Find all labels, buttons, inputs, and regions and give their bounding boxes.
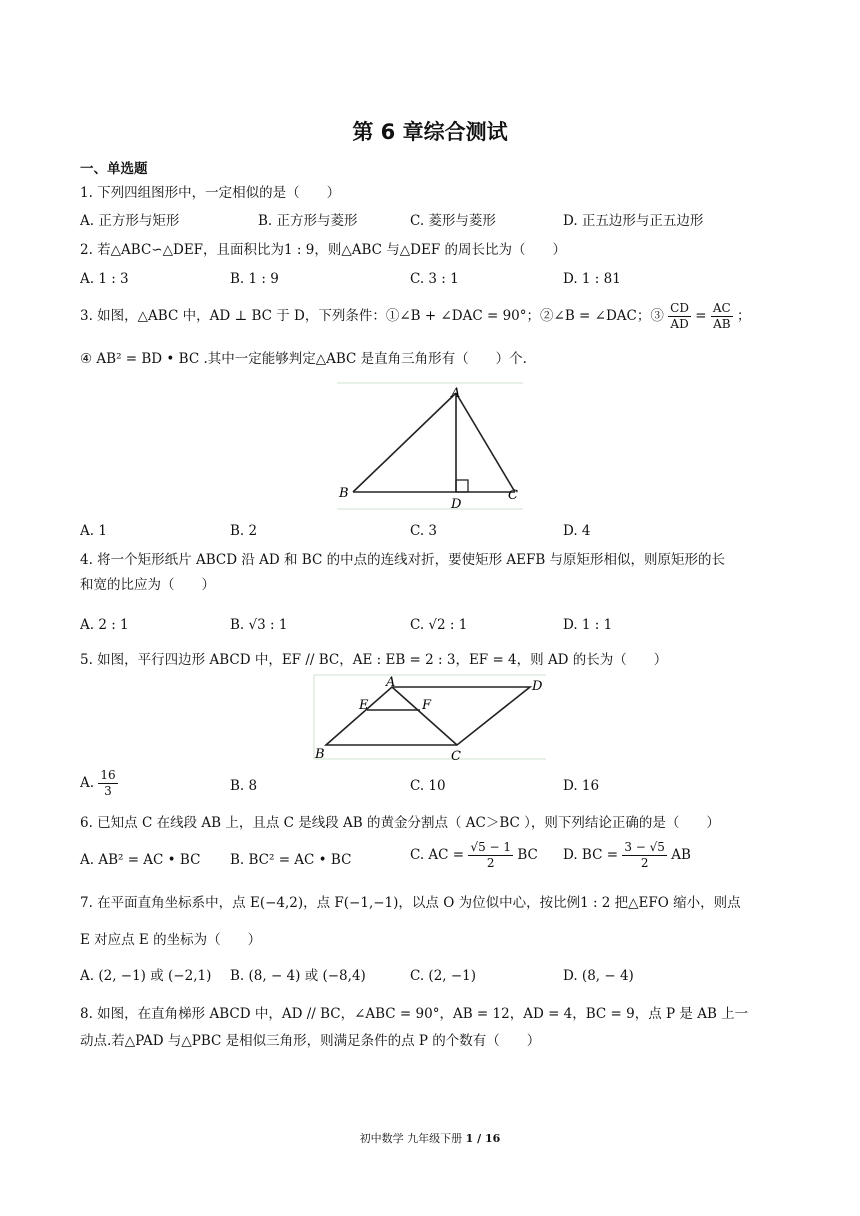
q3-option-c: C. 3 (410, 523, 438, 539)
q5-figure-parallelogram (312, 673, 548, 763)
question-1: 1. 下列四组图形中，一定相似的是（ ） (80, 185, 341, 201)
q2-option-b: B. 1 : 9 (230, 271, 279, 287)
q7-option-b: B. (8, − 4) 或 (−8,4) (230, 968, 366, 984)
q1-option-d: D. 正五边形与正五边形 (563, 213, 704, 229)
label-c: C (451, 749, 461, 763)
label-b: B (315, 747, 325, 762)
question-2: 2. 若△ABC∽△DEF，且面积比为1 : 9，则△ABC 与△DEF 的周长比为（ ） (80, 242, 566, 258)
question-6: 6. 已知点 C 在线段 AB 上，且点 C 是线段 AB 的黄金分割点（ AC＞BC ），则下列结论正确的是（ ） (80, 815, 720, 831)
q1-option-c: C. 菱形与菱形 (410, 213, 496, 229)
q3-fraction-cd-ad: $\frac{CD}{AD}$ (670, 301, 689, 331)
q1-option-b: B. 正方形与菱形 (258, 213, 358, 229)
q4-option-b: B. √3 : 1 (230, 617, 288, 633)
question-8-line-1: 8. 如图，在直角梯形 ABCD 中，AD // BC，∠ABC = 90°，AB = 12，AD = 4，BC = 9，点 P 是 AB 上一 (80, 1006, 749, 1022)
question-5: 5. 如图，平行四边形 ABCD 中，EF // BC，AE : EB = 2 : 3，EF = 4，则 AD 的长为（ ） (80, 652, 668, 668)
page-title: 第 6 章综合测试 (352, 120, 508, 144)
footer-text: 初中数学 九年级下册 (359, 1132, 463, 1145)
q5-option-c: C. 10 (410, 778, 446, 794)
q6-option-b: B. BC² = AC • BC (230, 852, 352, 868)
section-heading: 一、单选题 (80, 161, 148, 177)
q2-option-c: C. 3 : 1 (410, 271, 459, 287)
q6-option-c: C. AC = $\frac{√5 - 1}{2}$ BC (410, 840, 538, 870)
q2-option-a: A. 1 : 3 (80, 271, 129, 287)
q5-option-a: A. $\frac{16}{3}$ (80, 768, 116, 798)
question-4-line-1: 4. 将一个矩形纸片 ABCD 沿 AD 和 BC 的中点的连线对折，要使矩形 AEFB 与原矩形相似，则原矩形的长 (80, 552, 726, 568)
q1-option-a: A. 正方形与矩形 (80, 213, 180, 229)
q3-equals: = (695, 308, 707, 324)
q7-option-d: D. (8, − 4) (563, 968, 634, 984)
q5-option-d: D. 16 (563, 778, 600, 794)
label-d: D (532, 679, 543, 694)
question-7-line-1: 7. 在平面直角坐标系中，点 E(−4,2)，点 F(−1,−1)，以点 O 为位似中心，按比例1 : 2 把△EFO 缩小，则点 (80, 895, 741, 911)
question-4-line-2: 和宽的比应为（ ） (80, 577, 215, 593)
q3-fraction-ac-ab: $\frac{AC}{AB}$ (712, 301, 731, 331)
question-7-line-2: E 对应点 E 的坐标为（ ） (80, 932, 262, 948)
q4-option-d: D. 1 : 1 (563, 617, 613, 633)
label-c: C (508, 488, 518, 503)
q2-option-d: D. 1 : 81 (563, 271, 621, 287)
label-a: A (451, 386, 461, 401)
q6-option-d: D. BC = $\frac{3 - √5}{2}$ AB (563, 840, 691, 870)
q3-figure-triangle (335, 380, 525, 512)
q3-semicolon: ； (737, 308, 751, 324)
q3-option-b: B. 2 (230, 523, 258, 539)
label-f: F (422, 698, 432, 713)
question-3-line-1 (80, 301, 751, 332)
q3-option-a: A. 1 (80, 523, 107, 539)
q4-option-c: C. √2 : 1 (410, 617, 468, 633)
page-footer (0, 1130, 860, 1146)
q5-option-b: B. 8 (230, 778, 258, 794)
page-number: 1 / 16 (465, 1132, 501, 1145)
label-d: D (451, 497, 462, 512)
label-b: B (339, 486, 349, 501)
question-8-line-2: 动点.若△PAD 与△PBC 是相似三角形，则满足条件的点 P 的个数有（ ） (80, 1033, 541, 1049)
q4-option-a: A. 2 : 1 (80, 617, 129, 633)
q7-option-c: C. (2, −1) (410, 968, 477, 984)
label-e: E (359, 698, 369, 713)
q7-option-a: A. (2, −1) 或 (−2,1) (80, 968, 212, 984)
q6-option-a: A. AB² = AC • BC (80, 852, 201, 868)
q3-text: 3. 如图，△ABC 中，AD ⊥ BC 于 D，下列条件：①∠B + ∠DAC = 90°；②∠B = ∠DAC；③ (80, 308, 664, 324)
label-a: A (386, 675, 396, 690)
question-3-line-2: ④ AB² = BD • BC .其中一定能够判定△ABC 是直角三角形有（ ）个. (80, 351, 527, 367)
q3-option-d: D. 4 (563, 523, 591, 539)
